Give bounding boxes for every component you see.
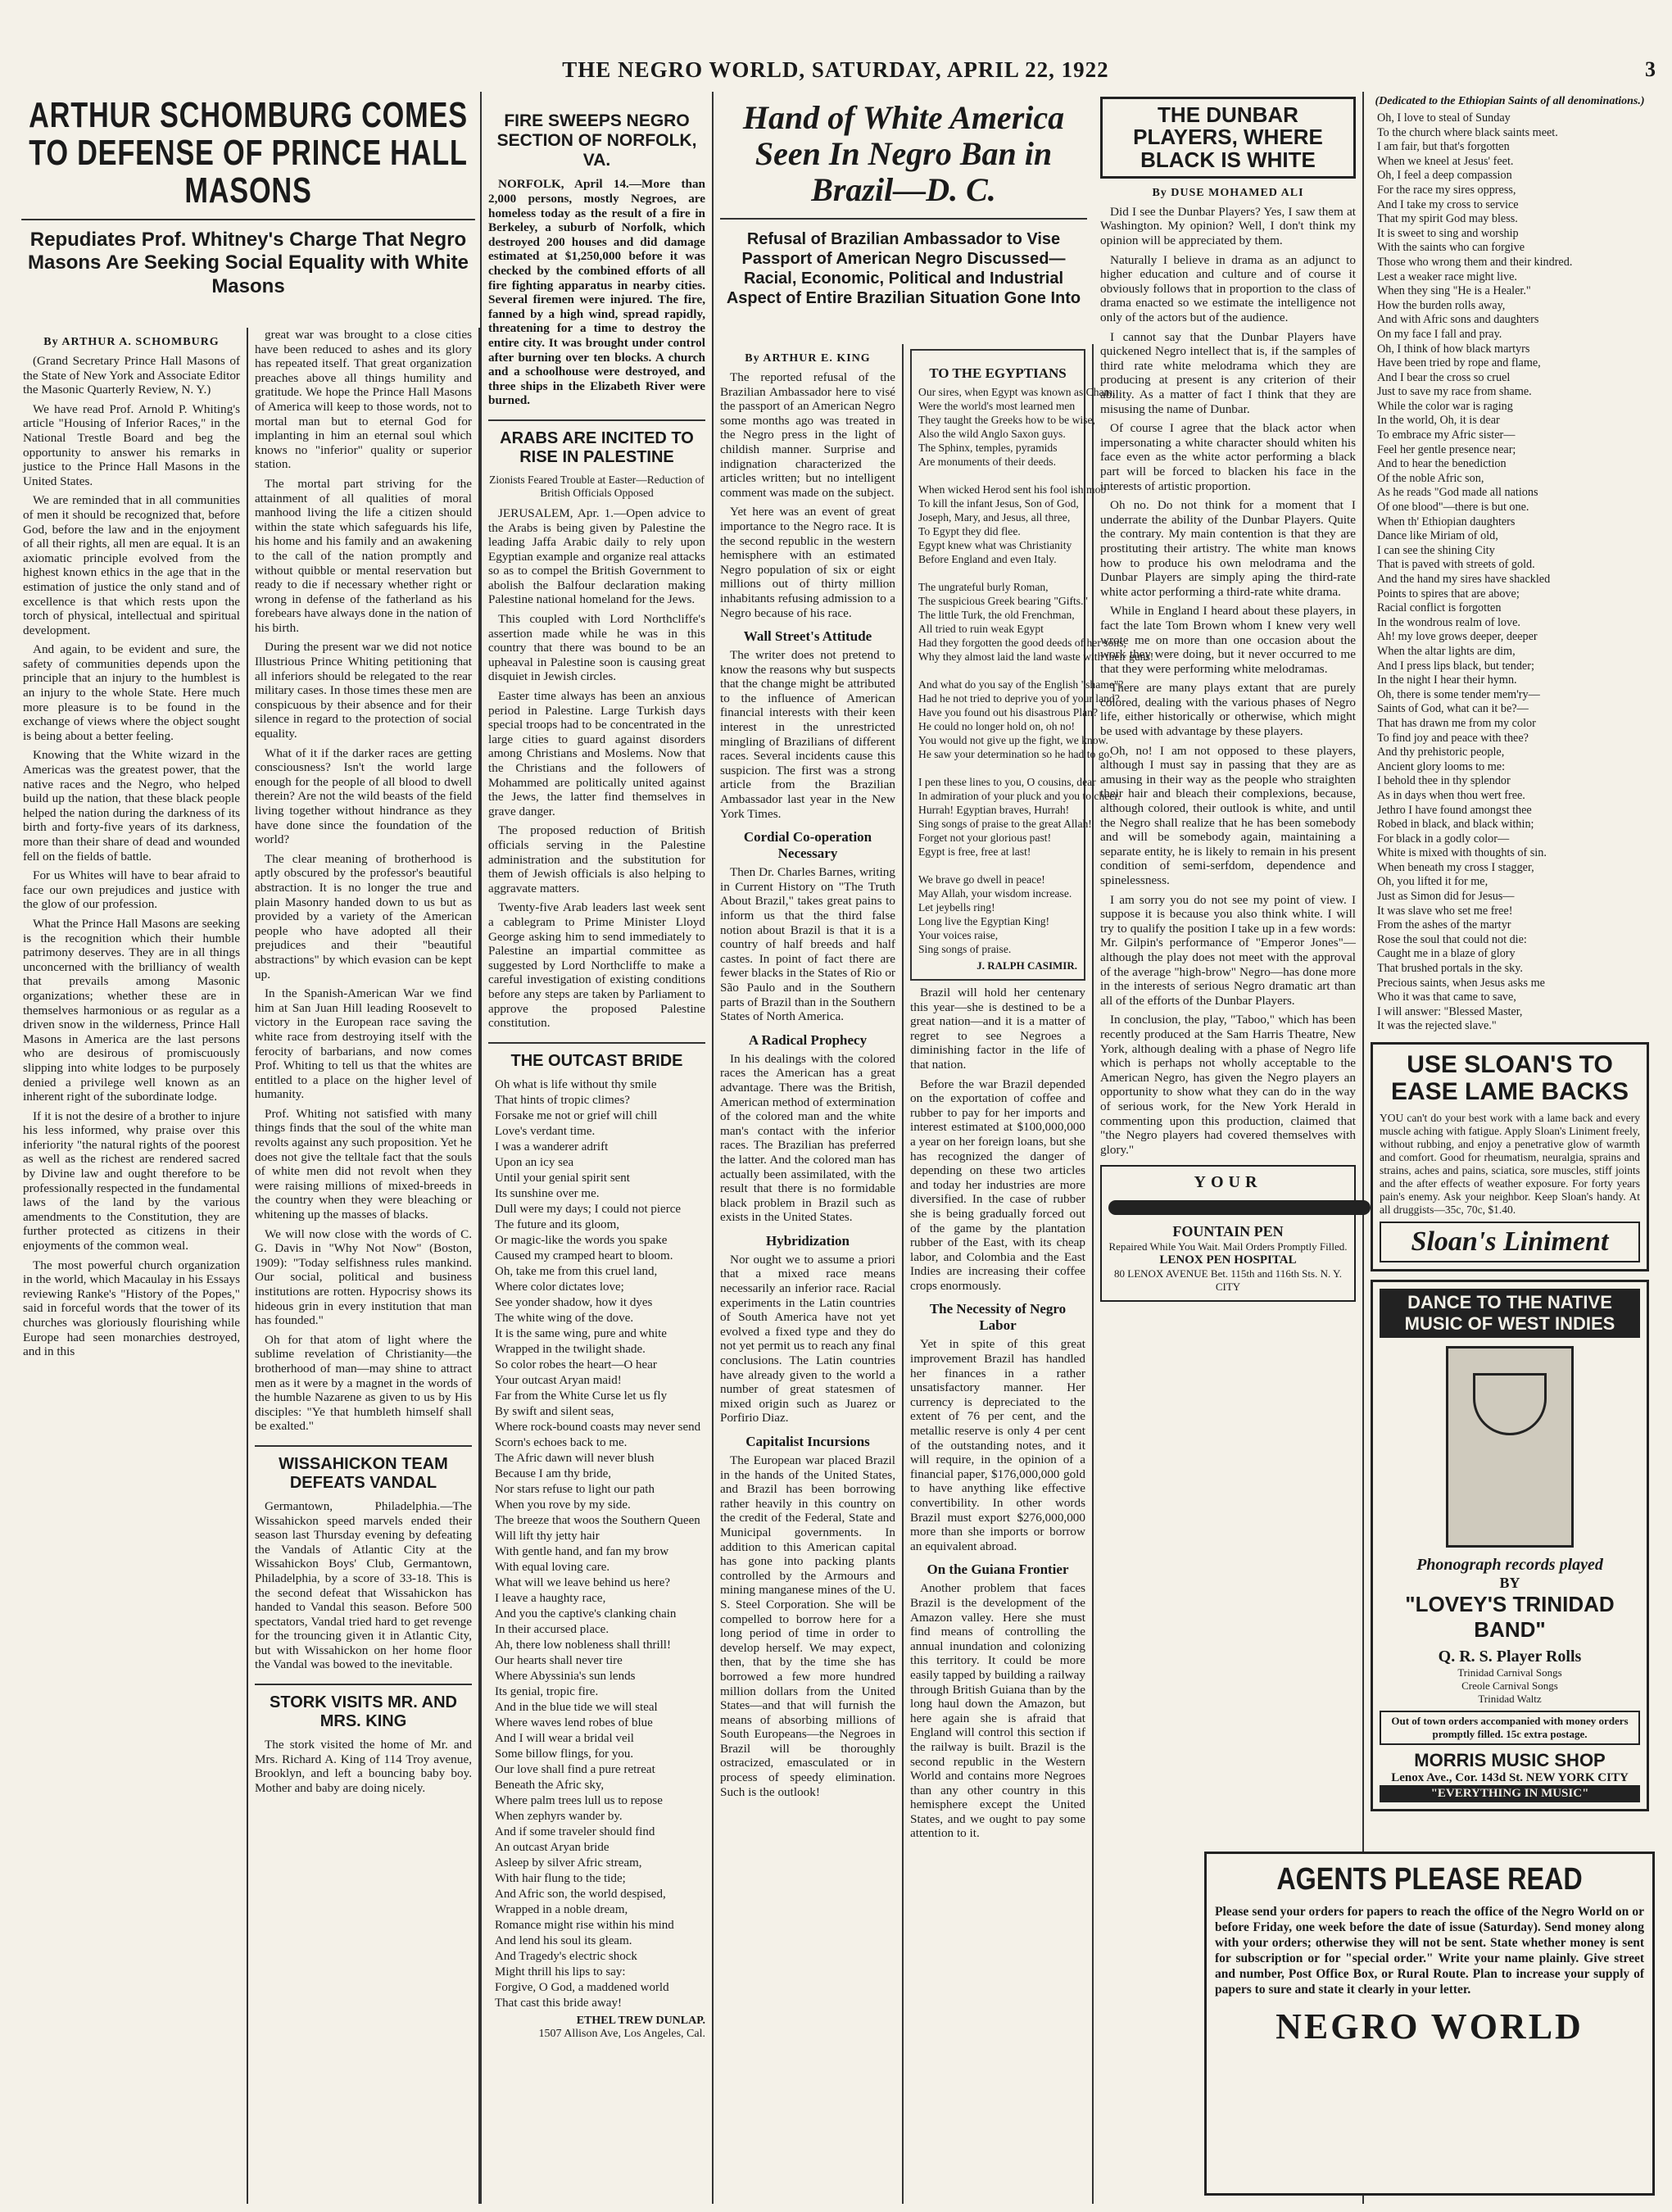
poem-line: Ah, there low nobleness shall thrill!: [495, 1638, 671, 1652]
poem-line: What will we leave behind us here?: [495, 1575, 671, 1589]
paragraph: JERUSALEM, Apr. 1.—Open advice to the Arabs is being given by Palestine the leading Jaffa Arabic daily to rely upon Egyptian example and organize real attacks so as to compel the British Government to abolish the Balfour declaration making Palestine national homeland for the Jews.: [488, 505, 705, 607]
poem-line: Have you found out his disastrous Plan?: [918, 706, 1098, 718]
poem-line: Why they almost laid the land waste with their guns!: [918, 650, 1154, 663]
poem-line: When they sing "He is a Healer.": [1377, 284, 1531, 298]
poem-line: On my face I fall and pray.: [1377, 327, 1502, 341]
poem-line: Of the noble Afric son,: [1377, 471, 1484, 485]
poem-line: Joseph, Mary, and Jesus, all three,: [918, 511, 1071, 524]
poem-line: Your outcast Aryan maid!: [495, 1373, 622, 1387]
poem-line: You would not give up the fight, we know.: [918, 734, 1108, 746]
capitalist-subhead: Capitalist Incursions: [745, 1434, 870, 1449]
poem-line: Its genial, tropic fire.: [495, 1684, 599, 1698]
brazil-headline: Hand of White America Seen In Negro Ban in Brazil—D. C.: [742, 99, 1065, 208]
paragraph: The proposed reduction of British officials serving in the Palestine administration and the substitution for them of Jewish officials is also helping to aggravate matters.: [488, 823, 705, 895]
poem-line: To kill the infant Jesus, Son of God,: [918, 497, 1079, 510]
poem-line: Wrapped in the twilight shade.: [495, 1342, 646, 1356]
poem-line: The suspicious Greek bearing "Gifts.": [918, 595, 1089, 607]
fire-headline: FIRE SWEEPS NEGRO SECTION OF NORFOLK, VA.: [496, 111, 697, 170]
dunbar-headline: THE DUNBAR PLAYERS, WHERE BLACK IS WHITE: [1133, 102, 1323, 172]
paragraph: Nor ought we to assume a priori that a mixed race means necessarily an inferior race. Racial experiments in the Latin countries of South America have not yet evolved a fixed type and they do not yet permit us to reach any final conclusions. The Latin countries have already given to the world a number of great statesmen of mixed origin such as Juarez or Porfirio Diaz.: [720, 1252, 895, 1426]
poem-line: In admiration of your pluck and you to cheer.: [918, 790, 1121, 802]
orders-note: Out of town orders accompanied with money orders promptly filled. 15c extra postage.: [1380, 1711, 1640, 1745]
paragraph: In conclusion, the play, "Taboo," which has been recently produced at the Sam Harris Theatre, New York, although dealing with a phase of Negro life which is perhaps not wholly acceptable to the American Negro, has given the Negro players an opportunity to show what they can do in the way of serious work, for the New York Herald in commenting upon this production, claimed that "the Negro players had covered themselves with glory.": [1100, 1013, 1356, 1157]
poem-line: And the hand my sires have shackled: [1377, 573, 1551, 586]
poem-line: For black in a godly color—: [1377, 832, 1510, 845]
paragraph: Then Dr. Charles Barnes, writing in Current History on "The Truth About Brazil," takes great pains to inform us that the third false notion about Brazil is that it is a country of half breeds and half castes. In point of fact there are fewer blacks in the States of Rio or São Paulo and in the Southern parts of Brazil than in the Southern States of North America.: [720, 865, 895, 1024]
poem-line: When beneath my cross I stagger,: [1377, 860, 1534, 874]
poem-line: Forget not your glorious past!: [918, 832, 1052, 844]
poem-line: Where color dictates love;: [495, 1280, 624, 1294]
agents-text: Please send your orders for papers to reach the office of the Negro World on or before Friday, one week before the date of issue (Saturday). Send money along with your orders; otherwise they will not be sent. State whether money is sent for subscription or for "special order." Write your name plainly. Give street and number, Post Office Box, or Rural Route. Plan to increase your supply of papers to sure and state it clearly in your letter.: [1215, 1905, 1644, 1997]
poem-line: Saints of God, what can it be?—: [1377, 702, 1529, 716]
poem-line: Scorn's echoes back to me.: [495, 1435, 628, 1449]
pen-ad-heading: YOUR: [1194, 1173, 1262, 1192]
pen-ad-title: FOUNTAIN PEN: [1172, 1223, 1284, 1240]
paragraph: If it is not the desire of a brother to injure his less informed, why praise over this inferiority "the natural rights of the poorest as well as the richest are rendered sacred by Divine law and ought therefore to be professionally respected in the fundamental laws of the land by the various amendments to the Constitution, they are further protected as citizens in their enjoyments of the common weal.: [23, 1108, 240, 1253]
paragraph: Easter time always has been an anxious period in Palestine. Large Turkish days special troops had to be concentrated in the large cities to guard against disorders among Christians and Moslems. Now that the Christians and the followers of Mohammed are politically united against the Jews, the latter find themselves in grave danger.: [488, 689, 705, 818]
poem-line: Dull were my days; I could not pierce: [495, 1202, 682, 1216]
poem-line: How the burden rolls away,: [1377, 298, 1506, 312]
agents-headline: AGENTS PLEASE READ: [1276, 1862, 1583, 1897]
paragraph: The European war placed Brazil in the hands of the United States, and Brazil has been borrowing rather heavily in this country on the credit of the Federal, State and Municipal governments. In addition to this American capital has gone into packing plants controlled by the Armours and mining manganese mines of the U. S. Steel Corporation. She will be compelled to borrow here for a long period of time in order to develop herself. We may expect, then, that by the time she has borrowed a few more hundred million dollars from the United States—and that will furnish the means of absorbing millions of South Europeans—the Negroes in Brazil will be thoroughly ostracized, emasculated or in process of speedy elimination. Such is the outlook!: [720, 1453, 895, 1799]
fountain-pen-ad: [1100, 1165, 1356, 1302]
poem-line: Had they forgotten the good deeds of her sons,: [918, 637, 1126, 649]
poem-line: Racial conflict is forgotten: [1377, 601, 1502, 615]
poem-line: When the altar lights are dim,: [1377, 644, 1516, 658]
paragraph: I am sorry you do not see my point of view. I suppose it is because you also think white. I will try to qualify the position I take up in a few words: Mr. Gilpin's performance of "Emperor Jones"—although the play does not meet with the approval of the average "high-brow" Negro—has done more in the interests of serious Negro dramatic art than all of the efforts of the Dunbar Players.: [1100, 892, 1356, 1008]
agents-notice: [1204, 1852, 1655, 2196]
poem-line: Upon an icy sea: [495, 1155, 574, 1169]
masthead: THE NEGRO WORLD, SATURDAY, APRIL 22, 1922: [562, 57, 1109, 82]
column-2: [248, 328, 480, 2204]
poem-line: In their accursed place.: [495, 1622, 609, 1636]
fountain-pen-icon: [1108, 1200, 1371, 1215]
wissahickon-headline: WISSAHICKON TEAM DEFEATS VANDAL: [255, 1445, 472, 1493]
paragraph: Prof. Whiting not satisfied with many things finds that the soul of the white man revolts against any such proposition. Yet he does not give the telltale fact that the souls of white men did not revolt when they were raising millions of mixed-breeds in the country when they were bleaching or whitening up the masses of blacks.: [255, 1106, 472, 1222]
paragraph: We will now close with the words of C. G. Davis in "Why Not Now" (Boston, 1909): "Today selfishness rules mankind. Our social, political and business institutions are rotten. Hypocrisy shows its hideous grin in every institution that man has founded.": [255, 1226, 472, 1328]
poem-line: It was the rejected slave.": [1377, 1019, 1497, 1033]
paragraph: The reported refusal of the Brazilian Ambassador here to visé the passport of an American Negro some months ago was treated in the Negro press in the light of childish manner. Surprise and indignation characterized the articles written; but no intelligent comment was made on the subject.: [720, 370, 895, 500]
column-4: [714, 344, 904, 2204]
shop-slogan: "EVERYTHING IN MUSIC": [1380, 1785, 1640, 1802]
wall-street-subhead: Wall Street's Attitude: [743, 628, 872, 645]
poem-line: And Afric son, the world despised,: [495, 1887, 666, 1901]
paragraph: While in England I heard about these players, in fact the late Tom Brown whom I knew very well wrote me on more than one occasion about the work they were doing, but it never occurred to me that they were performing white melodramas.: [1100, 604, 1356, 676]
poem-line: We brave go dwell in peace!: [918, 873, 1045, 886]
poem-line: Where rock-bound coasts may never send: [495, 1420, 701, 1434]
poem-line: All tried to ruin weak Egypt: [918, 623, 1044, 635]
poem-line: With gentle hand, and fan my brow: [495, 1544, 669, 1558]
brazil-subhead: Refusal of Brazilian Ambassador to Vise Passport of American Negro Discussed—Racial, Economic, Political and Industrial Aspect of Entire Brazilian Situation Gone Into: [726, 230, 1081, 307]
poem-line: With hair flung to the tide;: [495, 1871, 626, 1885]
paragraph: What the Prince Hall Masons are seeking is the recognition which their humble patrimony deserves. They are in all things unconcerned with the brilliancy of wealth that prevails among Masonic organizations; whether these are in themselves harmonious or as regular as a driven snow in the wilderness, Prince Hall Masons in America are the last persons who are desirous of promiscuously slipping into white lodges to be purposely denied a privilege well known as an inherent right of the subordinate lodge.: [23, 916, 240, 1104]
poem-line: And thy prehistoric people,: [1377, 746, 1505, 759]
poem-line: Oh, I feel a deep compassion: [1377, 169, 1512, 183]
poem-line: Where Abyssinia's sun lends: [495, 1669, 636, 1683]
poem-line: Oh, I think of how black martyrs: [1377, 342, 1530, 356]
poem-line: Just to save my race from shame.: [1377, 385, 1532, 399]
paragraph: (Grand Secretary Prince Hall Masons of the State of New York and Associate Editor the Masonic Quarterly Review, N. Y.): [23, 354, 240, 397]
paragraph: Germantown, Philadelphia.—The Wissahickon speed marvels ended their season last Thursday evening by defeating the Vandals of Atlantic City at the Wissahickon Boys' Club, Germantown, Philadelphia, by a score of 33-18. This is the second defeat that Wissahickon has handed to Vandal this season. Before 500 spectators, Vandal tried hard to get revenge for the trouncing given it in Atlantic City, but with Wissahickon on her home floor the Vandal was bowed to the inevitable.: [255, 1498, 472, 1672]
poem-line: Our love shall find a pure retreat: [495, 1762, 655, 1776]
poem-line: And I press lips black, but tender;: [1377, 659, 1534, 673]
poem-line: Hurrah! Egyptian braves, Hurrah!: [918, 804, 1070, 816]
poem-line: White is mixed with thoughts of sin.: [1377, 846, 1547, 860]
poem-line: Feel her gentle presence near;: [1377, 442, 1516, 456]
poem-line: And Tragedy's electric shock: [495, 1949, 637, 1963]
poem-line: Far from the White Curse let us fly: [495, 1389, 668, 1403]
poem-line: The future and its gloom,: [495, 1217, 620, 1231]
poem-line: The ungrateful burly Roman,: [918, 581, 1049, 593]
poem-line: Of one blood"—there is but one.: [1377, 501, 1529, 514]
poem-line: Egypt is free, free at last!: [918, 845, 1031, 858]
poem-line: I am fair, but that's forgotten: [1377, 140, 1510, 154]
poem-line: While the color war is raging: [1377, 399, 1513, 413]
poem-line: I was a wanderer adrift: [495, 1140, 609, 1154]
poem-line: When zephyrs wander by.: [495, 1809, 623, 1823]
negro-world-logo: NEGRO WORLD: [1276, 2006, 1584, 2047]
poem-line: That has drawn me from my color: [1377, 716, 1536, 730]
poem-line: The breeze that woos the Southern Queen: [495, 1513, 700, 1527]
column-3: [480, 92, 714, 2204]
paragraph: Twenty-five Arab leaders last week sent a cablegram to Prime Minister Lloyd George asking him to send immediately to Palestine an impartial committee as suggested by Lord Northcliffe to make a careful investigation of existing conditions before any steps are taken by Parliament to approve the proposed Palestine constitution.: [488, 900, 705, 1031]
poem-line: Before England and even Italy.: [918, 553, 1057, 565]
poem-line: Dance like Miriam of old,: [1377, 529, 1498, 543]
poem-line: The Afric dawn will never blush: [495, 1451, 655, 1465]
poem-line: To find joy and peace with thee?: [1377, 731, 1529, 745]
poem-line: The white wing of the dove.: [495, 1311, 634, 1325]
poem-line: Points to spires that are above;: [1377, 587, 1520, 601]
poem-line: Precious saints, when Jesus asks me: [1377, 976, 1545, 990]
paragraph: The clear meaning of brotherhood is aptly obscured by the professor's beautiful abstraction. It is no longer the true and plain Masonry handed down to us but as provided by a variety of the American people who have adopted all their prejudices and their "beautiful abstractions" by which evasion can be kept up.: [255, 851, 472, 981]
poem-line: With the saints who can forgive: [1377, 241, 1525, 255]
outcast-bride-poem: [488, 1077, 705, 2011]
music-shop-ad: [1371, 1280, 1649, 1811]
paragraph: I cannot say that the Dunbar Players have quickened Negro intellect that is, if the samples of third rate white melodrama which they are producing at present is any criterion of their ability. As a matter of fact I think that they are misusing the name of Dunbar.: [1100, 329, 1356, 416]
poem-line: Are monuments of their deeds.: [918, 456, 1056, 468]
poem-line: I pen these lines to you, O cousins, dear: [918, 776, 1096, 788]
column-5: [904, 344, 1154, 2204]
saints-poem: [1371, 111, 1649, 1034]
paragraph: And again, to be evident and sure, the safety of communities depends upon the principle that an injury to the humblest is an injury to the whole State. Here much more pleasure is to be found in the exchange of views where the object sought is being about a better feeling.: [23, 642, 240, 743]
poem-line: Will lift thy jetty hair: [495, 1529, 600, 1543]
roll-item: Creole Carnival Songs: [1461, 1679, 1558, 1692]
poem-line: Because I am thy bride,: [495, 1466, 612, 1480]
poem-line: That is paved with streets of gold.: [1377, 558, 1535, 572]
poem-author: J. RALPH CASIMIR.: [976, 959, 1077, 972]
poem-line: And to hear the benediction: [1377, 457, 1507, 471]
paragraph: During the present war we did not notice Illustrious Prince Whiting petitioning that all inferiors should be relegated to the rear military cases. In those times these men are conspicuous by their absence and for their silence in regard to the protection of social equality.: [255, 640, 472, 741]
schomburg-byline: By ARTHUR A. SCHOMBURG: [43, 336, 220, 348]
poem-line: It was slave who set me free!: [1377, 904, 1513, 918]
poem-line: He saw your determination so he had to go.: [918, 748, 1112, 760]
poem-line: May Allah, your wisdom increase.: [918, 887, 1072, 900]
poem-address: 1507 Allison Ave, Los Angeles, Cal.: [538, 2027, 705, 2040]
paragraph: There are many plays extant that are purely colored, dealing with the various phases of Negro life, either historically or otherwise, which might be used with advantage by these players.: [1100, 681, 1356, 739]
paragraph: Of course I agree that the black actor when impersonating a white character should whiten his face even as the white actor performing a black part will be forced to blacken his face in the interests of artistic proportion.: [1100, 421, 1356, 493]
shop-name: MORRIS MUSIC SHOP: [1414, 1750, 1606, 1770]
poem-line: And I take my cross to service: [1377, 197, 1519, 211]
poem-line: I can see the shining City: [1377, 543, 1495, 557]
paragraph: We are reminded that in all communities of men it should be recognized that, before God, before the law and in the enjoyment of all their rights, all men are equal. It is an axiomatic principle evolved from the highest known ethics in the age that in the estimation of justice the only stand and of excellence is that which rests upon the torch of physical, intellectual and spiritual development.: [23, 493, 240, 637]
arabs-headline: ARABS ARE INCITED TO RISE IN PALESTINE: [488, 419, 705, 467]
egyptians-poem: [918, 385, 1154, 956]
paragraph: great war was brought to a close cities have been reduced to ashes and its glory has repeated itself. That great organization preaches above all things humility and gratitude. We hope the Prince Hall Masons of America will keep to those words, not to mortal man but to eternal God for implanting in him an eternal soul which knows no "inferior" quality or superior station.: [255, 328, 472, 472]
poem-line: Forsake me not or grief will chill: [495, 1108, 658, 1122]
poem-line: And you the captive's clanking chain: [495, 1607, 677, 1620]
arabs-subhead: Zionists Feared Trouble at Easter—Reduction of British Officials Opposed: [489, 473, 705, 499]
poem-line: [918, 469, 1077, 483]
poem-line: That cast this bride away!: [495, 1996, 622, 2010]
poem-line: [918, 761, 1077, 775]
negro-labor-subhead: The Necessity of Negro Labor: [929, 1301, 1067, 1334]
phono-caption: Phonograph records played: [1416, 1556, 1603, 1574]
poem-line: Its sunshine over me.: [495, 1186, 600, 1200]
poem-line: Had he not tried to deprive you of your land?: [918, 692, 1120, 705]
dunbar-headline-box: [1100, 97, 1356, 179]
poem-line: Were the world's most learned men: [918, 400, 1076, 412]
poem-line: Might thrill his lips to say:: [495, 1965, 626, 1979]
poem-line: It is the same wing, pure and white: [495, 1326, 667, 1340]
poem-line: Oh, I love to steal of Sunday: [1377, 111, 1511, 125]
poem-line: And I will wear a bridal veil: [495, 1731, 634, 1745]
poem-line: As he reads "God made all nations: [1377, 486, 1538, 500]
page-number: 3: [1645, 57, 1656, 81]
paragraph: Yet here was an event of great importance to the Negro race. It is the second republic in the western hemisphere with an estimated Negro population of six or eight millions out of thirty million inhabitants refusing admission to a Negro because of his race.: [720, 505, 895, 620]
poem-line: That brushed portals in the sky.: [1377, 962, 1523, 976]
paragraph: The most powerful church organization in the world, which Macaulay in his Essays reviewing Ranke's "History of the Popes," said in forceful words that the tower of its churches was gloriously flourishing while Europe had seen monarchies destroyed, and in this: [23, 1258, 240, 1359]
paragraph: Naturally I believe in drama as an adjunct to higher education and culture and of course it obviously follows that in proportion to the class of drama enacted so we estimate the intelligence not only of the actors but of the audience.: [1100, 252, 1356, 325]
egyptians-poem-title: TO THE EGYPTIANS: [929, 365, 1067, 381]
poem-line: Love's verdant time.: [495, 1124, 596, 1138]
poem-line: From the ashes of the martyr: [1377, 918, 1511, 932]
paragraph: This coupled with Lord Northcliffe's assertion made while he was in this country that there was bound to be an upheaval in Palestine soon is causing great disquiet in Jewish circles.: [488, 612, 705, 684]
poem-line: Ah! my love grows deeper, deeper: [1377, 630, 1538, 644]
schomburg-header: [16, 92, 480, 321]
poem-line: Where palm trees lull us to repose: [495, 1793, 663, 1807]
poem-line: Caught me in a blaze of glory: [1377, 947, 1516, 961]
poem-line: I leave a haughty race,: [495, 1591, 606, 1605]
paragraph: NORFOLK, April 14.—More than 2,000 persons, mostly Negroes, are homeless today as the result of a fire in Berkeley, a suburb of Norfolk, which destroyed 200 houses and did damage estimated at $1,250,000 before it was checked by the combined efforts of all fire fighting apparatus in nearby cities. Several firemen were injured. The fire, fanned by a high wind, spread rapidly, threatening for a time to destroy the entire city. It was brought under control after burning over ten blocks. A church and a schoolhouse were destroyed, and three ships in the Elizabeth River were burned.: [488, 177, 705, 408]
poem-dedication: (Dedicated to the Ethiopian Saints of all denominations.): [1375, 95, 1645, 107]
poem-line: Some billow flings, for you.: [495, 1747, 634, 1761]
paragraph: Another problem that faces Brazil is the development of the Amazon valley. Here she must find means of controlling the annual inundation and colonizing this territory. It could be more easily tapped by building a railway through British Guiana than by the long haul down the Amazon, but here again she is afraid that England will control this section if the railway is built. Brazil is the second republic in the Western World and contains more Negroes than any other country in this hemisphere except the United States, and we ought to pay some attention to it.: [910, 1581, 1085, 1841]
paragraph: The writer does not pretend to know the reasons why but suspects that the change might be attributed to the influence of American financial interests with their keen interest in the unrestricted mingling of Brazilians of different races. Several incidents cause this suspicion. The first was a strong article from the Brazilian Ambassador last year in the New York Times.: [720, 648, 895, 821]
poem-line: And with Afric sons and daughters: [1377, 313, 1539, 327]
pen-ad-shop: LENOX PEN HOSPITAL: [1159, 1253, 1297, 1267]
poem-line: When wicked Herod sent his fool ish mob: [918, 483, 1107, 496]
egyptians-poem-box: [910, 349, 1154, 981]
poem-line: By swift and silent seas,: [495, 1404, 614, 1418]
paragraph: The mortal part striving for the attainment of all qualities of moral manhood living the life a citizen should within the state which safeguards his life, his home and his family and an awakening to the call of the nation promptly and without quibble or mental reservation but ready to die if necessary whether right or wrong in defense of the fatherland as his forebears have always done in the nation of his birth.: [255, 476, 472, 635]
poem-line: [918, 566, 1077, 580]
poem-line: So color robes the heart—O hear: [495, 1358, 657, 1371]
paragraph: In the Spanish-American War we find him at San Juan Hill leading Roosevelt to victory in the European race saving the white race from destroying itself with the ferocity of barbarians, and now comes Prof. Whiting to tell us that the whites are entitled to a place on the higher level of humanity.: [255, 986, 472, 1102]
poem-line: See yonder shadow, how it dyes: [495, 1295, 653, 1309]
poem-line: To Egypt they did flee.: [918, 525, 1021, 537]
shop-address: Lenox Ave., Cor. 143d St. NEW YORK CITY: [1391, 1771, 1629, 1784]
paragraph: Yet in spite of this great improvement Brazil has handled her finances in a rather unsatisfactory manner. Her currency is depreciated to the extent of 76 per cent, and the metallic reserve is only 4 per cent of the outstanding notes, and it will require, in the opinion of a financial paper, $176,000,000 gold to have anything like effective convertibility. In other words Brazil must export $276,000,000 more than she imports or borrow an equivalent abroad.: [910, 1337, 1085, 1553]
poem-line: Egypt knew what was Christianity: [918, 539, 1072, 551]
band-name: "LOVEY'S TRINIDAD BAND": [1405, 1592, 1615, 1642]
poem-line: In the wondrous realm of love.: [1377, 615, 1520, 629]
sloans-ad: [1371, 1042, 1649, 1271]
poem-line: Also the wild Anglo Saxon guys.: [918, 428, 1066, 440]
poem-line: And if some traveler should find: [495, 1824, 655, 1838]
poem-line: And in the blue tide we will steal: [495, 1700, 658, 1714]
column-1: [16, 328, 248, 2204]
poem-line: Let jeybells ring!: [918, 901, 995, 913]
poem-line: Sing songs of praise to the great Allah!: [918, 818, 1092, 830]
paragraph: Brazil will hold her centenary this year—she is destined to be a great nation—and it is a matter of regret to see Negroes a diminishing factor in the life of that nation.: [910, 986, 1085, 1072]
poem-line: Ancient glory looms to me:: [1377, 759, 1506, 773]
paragraph: Knowing that the White wizard in the Americas was the greatest power, that the native races and the Negro, who helped build up the nation, that these black people helped the nation during the darkness of its birth and forty-five years of its darkness, more than their share of dead and wounded fell on the fields of battle.: [23, 748, 240, 863]
poem-line: Wrapped in a noble dream,: [495, 1902, 628, 1916]
schomburg-subhead: Repudiates Prof. Whitney's Charge That Negro Masons Are Seeking Social Equality with White Masons: [28, 228, 469, 298]
poem-line: In the night I hear their hymn.: [1377, 673, 1517, 687]
stork-headline: STORK VISITS MR. AND MRS. KING: [255, 1684, 472, 1731]
paragraph: Did I see the Dunbar Players? Yes, I saw them at Washington. My opinion? Well, I don't think my opinion will be appreciated by them.: [1100, 204, 1356, 248]
paragraph: Oh no. Do not think for a moment that I underrate the ability of the Dunbar Players. Quite the contrary. My main contention is that they are prostituting their artistry. The white man knows how to produce his own melodrama and the Dunbar Players are simply aping the third-rate white actor performing a third-rate white drama.: [1100, 498, 1356, 599]
poem-line: Robed in black, and black within;: [1377, 818, 1534, 832]
poem-line: I will answer: "Blessed Master,: [1377, 1004, 1523, 1018]
guiana-subhead: On the Guiana Frontier: [927, 1562, 1069, 1578]
poem-line: Jethro I have found amongst thee: [1377, 803, 1532, 817]
poem-line: [918, 664, 1077, 678]
poem-line: Oh what is life without thy smile: [495, 1077, 657, 1091]
poem-line: Just as Simon did for Jesus—: [1377, 890, 1515, 904]
paragraph: For us Whites will have to bear afraid to face our own prejudices and justice with the glow of our profession.: [23, 868, 240, 912]
hybridization-subhead: Hybridization: [765, 1232, 850, 1249]
paragraph: We have read Prof. Arnold P. Whiting's article "Housing of Inferior Races," in the National Trestle Board and beg the opportunity to answer his remarks in justice to the Prince Hall Masons in the United States.: [23, 401, 240, 488]
poem-line: For the race my sires oppress,: [1377, 183, 1516, 197]
poem-line: Nor stars refuse to light our path: [495, 1482, 655, 1496]
poem-line: Our sires, when Egypt was known as Cham,: [918, 386, 1116, 398]
poem-line: When th' Ethiopian daughters: [1377, 514, 1516, 528]
poem-line: They taught the Greeks how to be wise,: [918, 414, 1095, 426]
paragraph: The stork visited the home of Mr. and Mrs. Richard A. King of 114 Troy avenue, Brooklyn, and left a bouncing baby boy. Mother and baby are doing nicely.: [255, 1738, 472, 1795]
poem-line: Our hearts shall never tire: [495, 1653, 623, 1667]
poem-line: Where waves lend robes of blue: [495, 1716, 653, 1729]
paragraph: Oh for that atom of light where the sublime revelation of Christianity—the brotherhood of man—may shine to attract men as it were by a magnet in the words of the humble Nazarene as given to us by His disciples: "Ye that humbleth himself shall be exalted.": [255, 1332, 472, 1434]
poem-line: With equal loving care.: [495, 1560, 610, 1574]
poem-line: When you rove by my side.: [495, 1498, 631, 1512]
cooperation-subhead: Cordial Co-operation Necessary: [743, 829, 872, 862]
poem-line: That hints of tropic climes?: [495, 1093, 630, 1107]
poem-line: Those who wrong them and their kindred.: [1377, 255, 1573, 269]
poem-line: Oh, you lifted it for me,: [1377, 875, 1488, 889]
poem-line: Who it was that came to save,: [1377, 990, 1516, 1004]
dance-headline: DANCE TO THE NATIVE MUSIC OF WEST INDIES: [1380, 1289, 1640, 1338]
poem-line: Oh, there is some tender mem'ry—: [1377, 687, 1540, 701]
poem-line: When we kneel at Jesus' feet.: [1377, 154, 1514, 168]
player-rolls: Q. R. S. Player Rolls: [1438, 1648, 1582, 1666]
poem-line: It is sweet to sing and worship: [1377, 226, 1519, 240]
poem-line: Beneath the Afric sky,: [495, 1778, 605, 1792]
poem-line: Lest a weaker race might live.: [1377, 270, 1517, 283]
poem-line: And I bear the cross so cruel: [1377, 370, 1511, 384]
poem-line: In the world, Oh, it is dear: [1377, 414, 1500, 428]
poem-line: And lend his soul its gleam.: [495, 1933, 632, 1947]
paragraph: In his dealings with the colored races the American has a great advantage. There was the British, American method of extermination of the colored man and the white man's contact with the inferior races. The Brazilian has preferred the latter. And the colored man has actually been assimilated, with the result that there is no formidable black problem in Brazil such as exists in the United States.: [720, 1051, 895, 1225]
paragraph: Oh, no! I am not opposed to these players, although I must say in passing that they are as amusing in their way as the people who straighten their hair and bleach their complexions, because, although colored, their outlook is white, and until the Negro shall realize that he has been somebody and will be somebody again, maintaining a separate entity, he is likely to remain in his present condition of semi-serfdom, dependence and spinelessness.: [1100, 743, 1356, 888]
poem-line: Rose the soul that could not die:: [1377, 932, 1527, 946]
poem-line: Forgive, O God, a maddened world: [495, 1980, 669, 1994]
poem-line: Caused my cramped heart to bloom.: [495, 1249, 673, 1262]
roll-item: Trinidad Waltz: [1478, 1693, 1542, 1705]
phonograph-icon: [1446, 1346, 1574, 1548]
poem-line: To the church where black saints meet.: [1377, 125, 1558, 139]
brazil-header: [714, 92, 1094, 338]
pen-ad-text: Repaired While You Wait. Mail Orders Promptly Filled.: [1108, 1240, 1348, 1253]
poem-line: To embrace my Afric sister—: [1377, 428, 1516, 442]
poem-line: That my spirit God may bless.: [1377, 212, 1518, 226]
poem-line: Until your genial spirit sent: [495, 1171, 630, 1185]
poem-line: Your voices raise,: [918, 929, 999, 941]
poem-line: As in days when thou wert free.: [1377, 788, 1525, 802]
poem-line: Have been tried by rope and flame,: [1377, 356, 1541, 370]
band-prefix: BY: [1499, 1575, 1520, 1591]
paragraph: Before the war Brazil depended on the exportation of coffee and rubber to pay for her imports and interest estimated at $100,000,000 a year on her foreign loans, but she has recognized the danger of depending on these two articles and today her industries are more diversified. In the case of rubber she is being gradually forced out of the game by the plantation rubber of the East, with its cheap labor, and Colombia and the East Indies are increasing their coffee crops enormously.: [910, 1077, 1085, 1293]
poem-line: Or magic-like the words you spake: [495, 1233, 668, 1247]
poem-line: Asleep by silver Afric stream,: [495, 1856, 642, 1870]
sloans-headline: USE SLOAN'S TO EASE LAME BACKS: [1390, 1051, 1629, 1105]
poem-author: ETHEL TREW DUNLAP.: [576, 2014, 705, 2027]
poem-line: The little Turk, the old Frenchman,: [918, 609, 1075, 621]
poem-line: I behold thee in thy splendor: [1377, 774, 1511, 788]
poem-line: Romance might rise within his mind: [495, 1918, 674, 1932]
poem-line: Sing songs of praise.: [918, 943, 1012, 955]
roll-item: Trinidad Carnival Songs: [1457, 1666, 1562, 1679]
sloans-text: YOU can't do your best work with a lame back and every muscle aching with fatigue. Apply Sloan's Liniment freely, without rubbing, and enjoy a penetrative glow of warmth and comfort. Good for rheumatism, neuralgia, sprains and strains, aches and pains, sciatica, sore muscles, stiff joints and the after effects of weather exposure. For forty years pain's enemy. Ask your neighbor. Keep Sloan's handy. At all druggists—35c, 70c, $1.40.: [1380, 1112, 1640, 1216]
poem-line: He could no longer hold on, oh no!: [918, 720, 1076, 732]
poem-line: The Sphinx, temples, pyramids: [918, 442, 1058, 454]
schomburg-headline: ARTHUR SCHOMBURG COMES TO DEFENSE OF PRINCE HALL MASONS: [21, 97, 475, 220]
poem-line: Long live the Egyptian King!: [918, 915, 1050, 927]
prophecy-subhead: A Radical Prophecy: [748, 1031, 868, 1048]
poem-line: An outcast Aryan bride: [495, 1840, 609, 1854]
sloans-logo: Sloan's Liniment: [1380, 1222, 1640, 1262]
poem-line: And what do you say of the English "shame"?: [918, 678, 1124, 691]
brazil-byline: By ARTHUR E. KING: [745, 352, 871, 365]
paragraph: What of it if the darker races are getting consciousness? Isn't the world large enough for the people of all blood to dwell therein? Are not the wild beasts of the field living together without hindrance as they have done since the foundation of the world?: [255, 746, 472, 847]
pen-ad-address: 80 LENOX AVENUE Bet. 115th and 116th Sts. N. Y. CITY: [1114, 1267, 1342, 1294]
poem-line: [918, 859, 1077, 873]
dunbar-byline: By DUSE MOHAMED ALI: [1152, 186, 1304, 199]
poem-line: Oh, take me from this cruel land,: [495, 1264, 658, 1278]
outcast-bride-headline: THE OUTCAST BRIDE: [488, 1042, 705, 1071]
